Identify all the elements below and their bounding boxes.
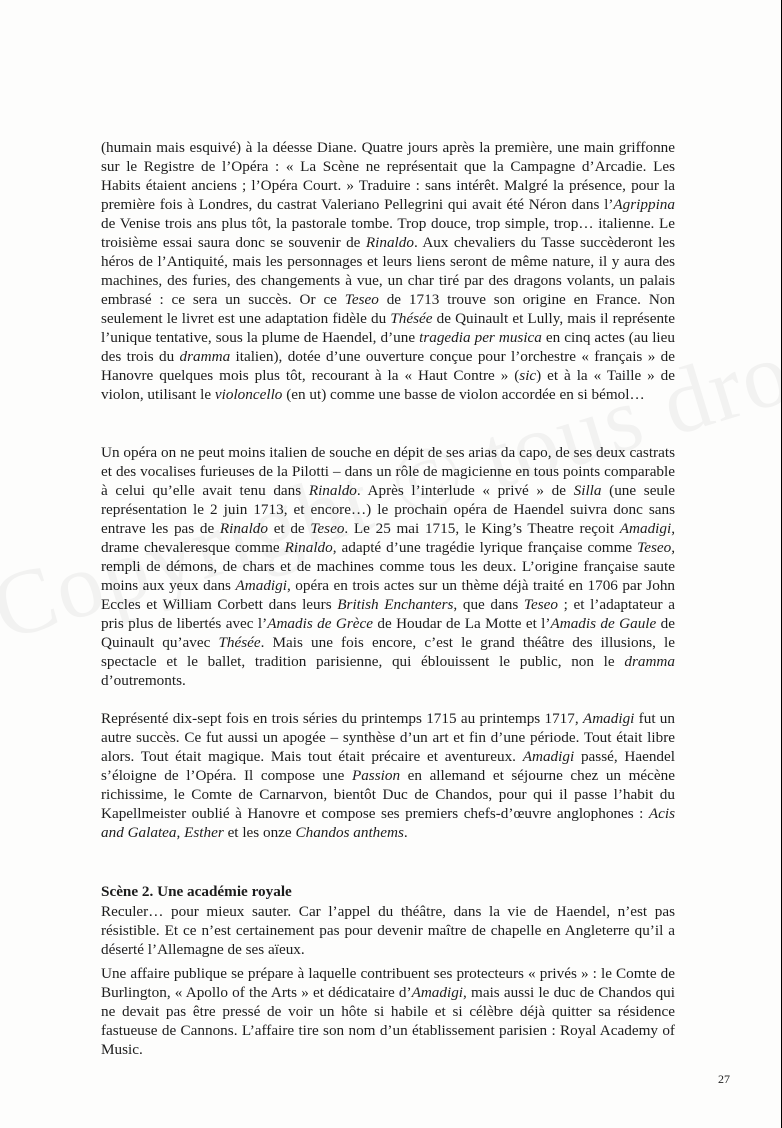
paragraph-3: Représenté dix-sept fois en trois séries du printemps 1715 au printemps 1717, Amadigi fut un autre succès. Ce fut aussi un apogée – synthèse d’un art et fin d’une période. Tout était libre alors. Tout était magique. Mais tout était précaire et aventureux. Amadigi passé, Haendel s’éloigne de l’Opéra. Il compose une Passion en allemand et séjourne chez un mécène richissime, le Comte de Carnarvon, bientôt Duc de Chandos, pour qui il passe l’habit du Kapellmeister oublié à Hanovre et compose ses premiers chefs-d’œuvre anglophones : Acis and Galatea, Esther et les onze Chandos anthems.: [101, 710, 675, 841]
paragraph-4: Reculer… pour mieux sauter. Car l’appel du théâtre, dans la vie de Haendel, n’est pas résistible. Et ce n’est certainement pas pour devenir maître de chapelle en Angleterre qu’il a déserté l’Allemagne de ses aïeux.: [101, 903, 675, 958]
paragraph-2: Un opéra on ne peut moins italien de souche en dépit de ses arias da capo, de ses deux castrats et des vocalises furieuses de la Pilotti – dans un rôle de magicienne en tous points comparable à celui qu’elle avait tenu dans Rinaldo. Après l’interlude « privé » de Silla (une seule représentation le 2 juin 1713, et encore…) le prochain opéra de Haendel suivra donc sans entrave les pas de Rinaldo et de Teseo. Le 25 mai 1715, le King’s Theatre reçoit Amadigi, drame chevaleresque comme Rinaldo, adapté d’une tragédie lyrique française comme Teseo, rempli de démons, de chars et de machines comme tous les deux. L’origine française saute moins aux yeux dans Amadigi, opéra en trois actes sur un thème déjà traité en 1706 par John Eccles et William Corbett dans leurs British Enchanters, que dans Teseo ; et l’adaptateur a pris plus de libertés avec l’Amadis de Grèce de Houdar de La Motte et l’Amadis de Gaule de Quinault qu’avec Thésée. Mais une fois encore, c’est le grand théâtre des illusions, le spectacle et le ballet, tradition parisienne, qui éblouissent le public, non le dramma d’outremonts.: [101, 444, 676, 689]
page-number: 27: [718, 1072, 730, 1086]
paragraph-1: (humain mais esquivé) à la déesse Diane. Quatre jours après la première, une main griffonne sur le Registre de l’Opéra : « La Scène ne représentait que la Campagne d’Arcadie. Les Habits étaient anciens ; l’Opéra Court. » Traduire : sans intérêt. Malgré la présence, pour la première fois à Londres, du castrat Valeriano Pellegrini qui avait été Néron dans l’Agrippina de Venise trois ans plus tôt, la pastorale tombe. Trop douce, trop simple, trop… italienne. Le troisième essai saura donc se souvenir de Rinaldo. Aux chevaliers du Tasse succèderont les héros de l’Antiquité, mais les personnages et leurs liens seront de même nature, il y aura des machines, des furies, des changements à vue, un char tiré par des dragons volants, un palais embrasé : ce sera un succès. Or ce Teseo de 1713 trouve son origine en France. Non seulement le livret est une adaptation fidèle du Thésée de Quinault et Lully, mais il représente l’unique tentative, sous la plume de Haendel, d’une tragedia per musica en cinq actes (au lieu des trois du dramma italien), dotée d’une ouverture conçue pour l’orchestre « français » de Hanovre quelques mois plus tôt, recourant à la « Haut Contre » (sic) et à la « Taille » de violon, utilisant le violoncello (en ut) comme une basse de violon accordée en si bémol…: [101, 139, 676, 403]
paragraph-5: Une affaire publique se prépare à laquelle contribuent ses protecteurs « privés » : le Comte de Burlington, « Apollo of the Arts » et dédicataire d’Amadigi, mais aussi le duc de Chandos qui ne devait pas être pressé de voir un hôte si habile et si célèbre déjà quitter sa résidence fastueuse de Cannons. L’affaire tire son nom d’un établissement parisien : Royal Academy of Music.: [101, 965, 675, 1058]
section-heading: Scène 2. Une académie royale: [101, 883, 292, 900]
